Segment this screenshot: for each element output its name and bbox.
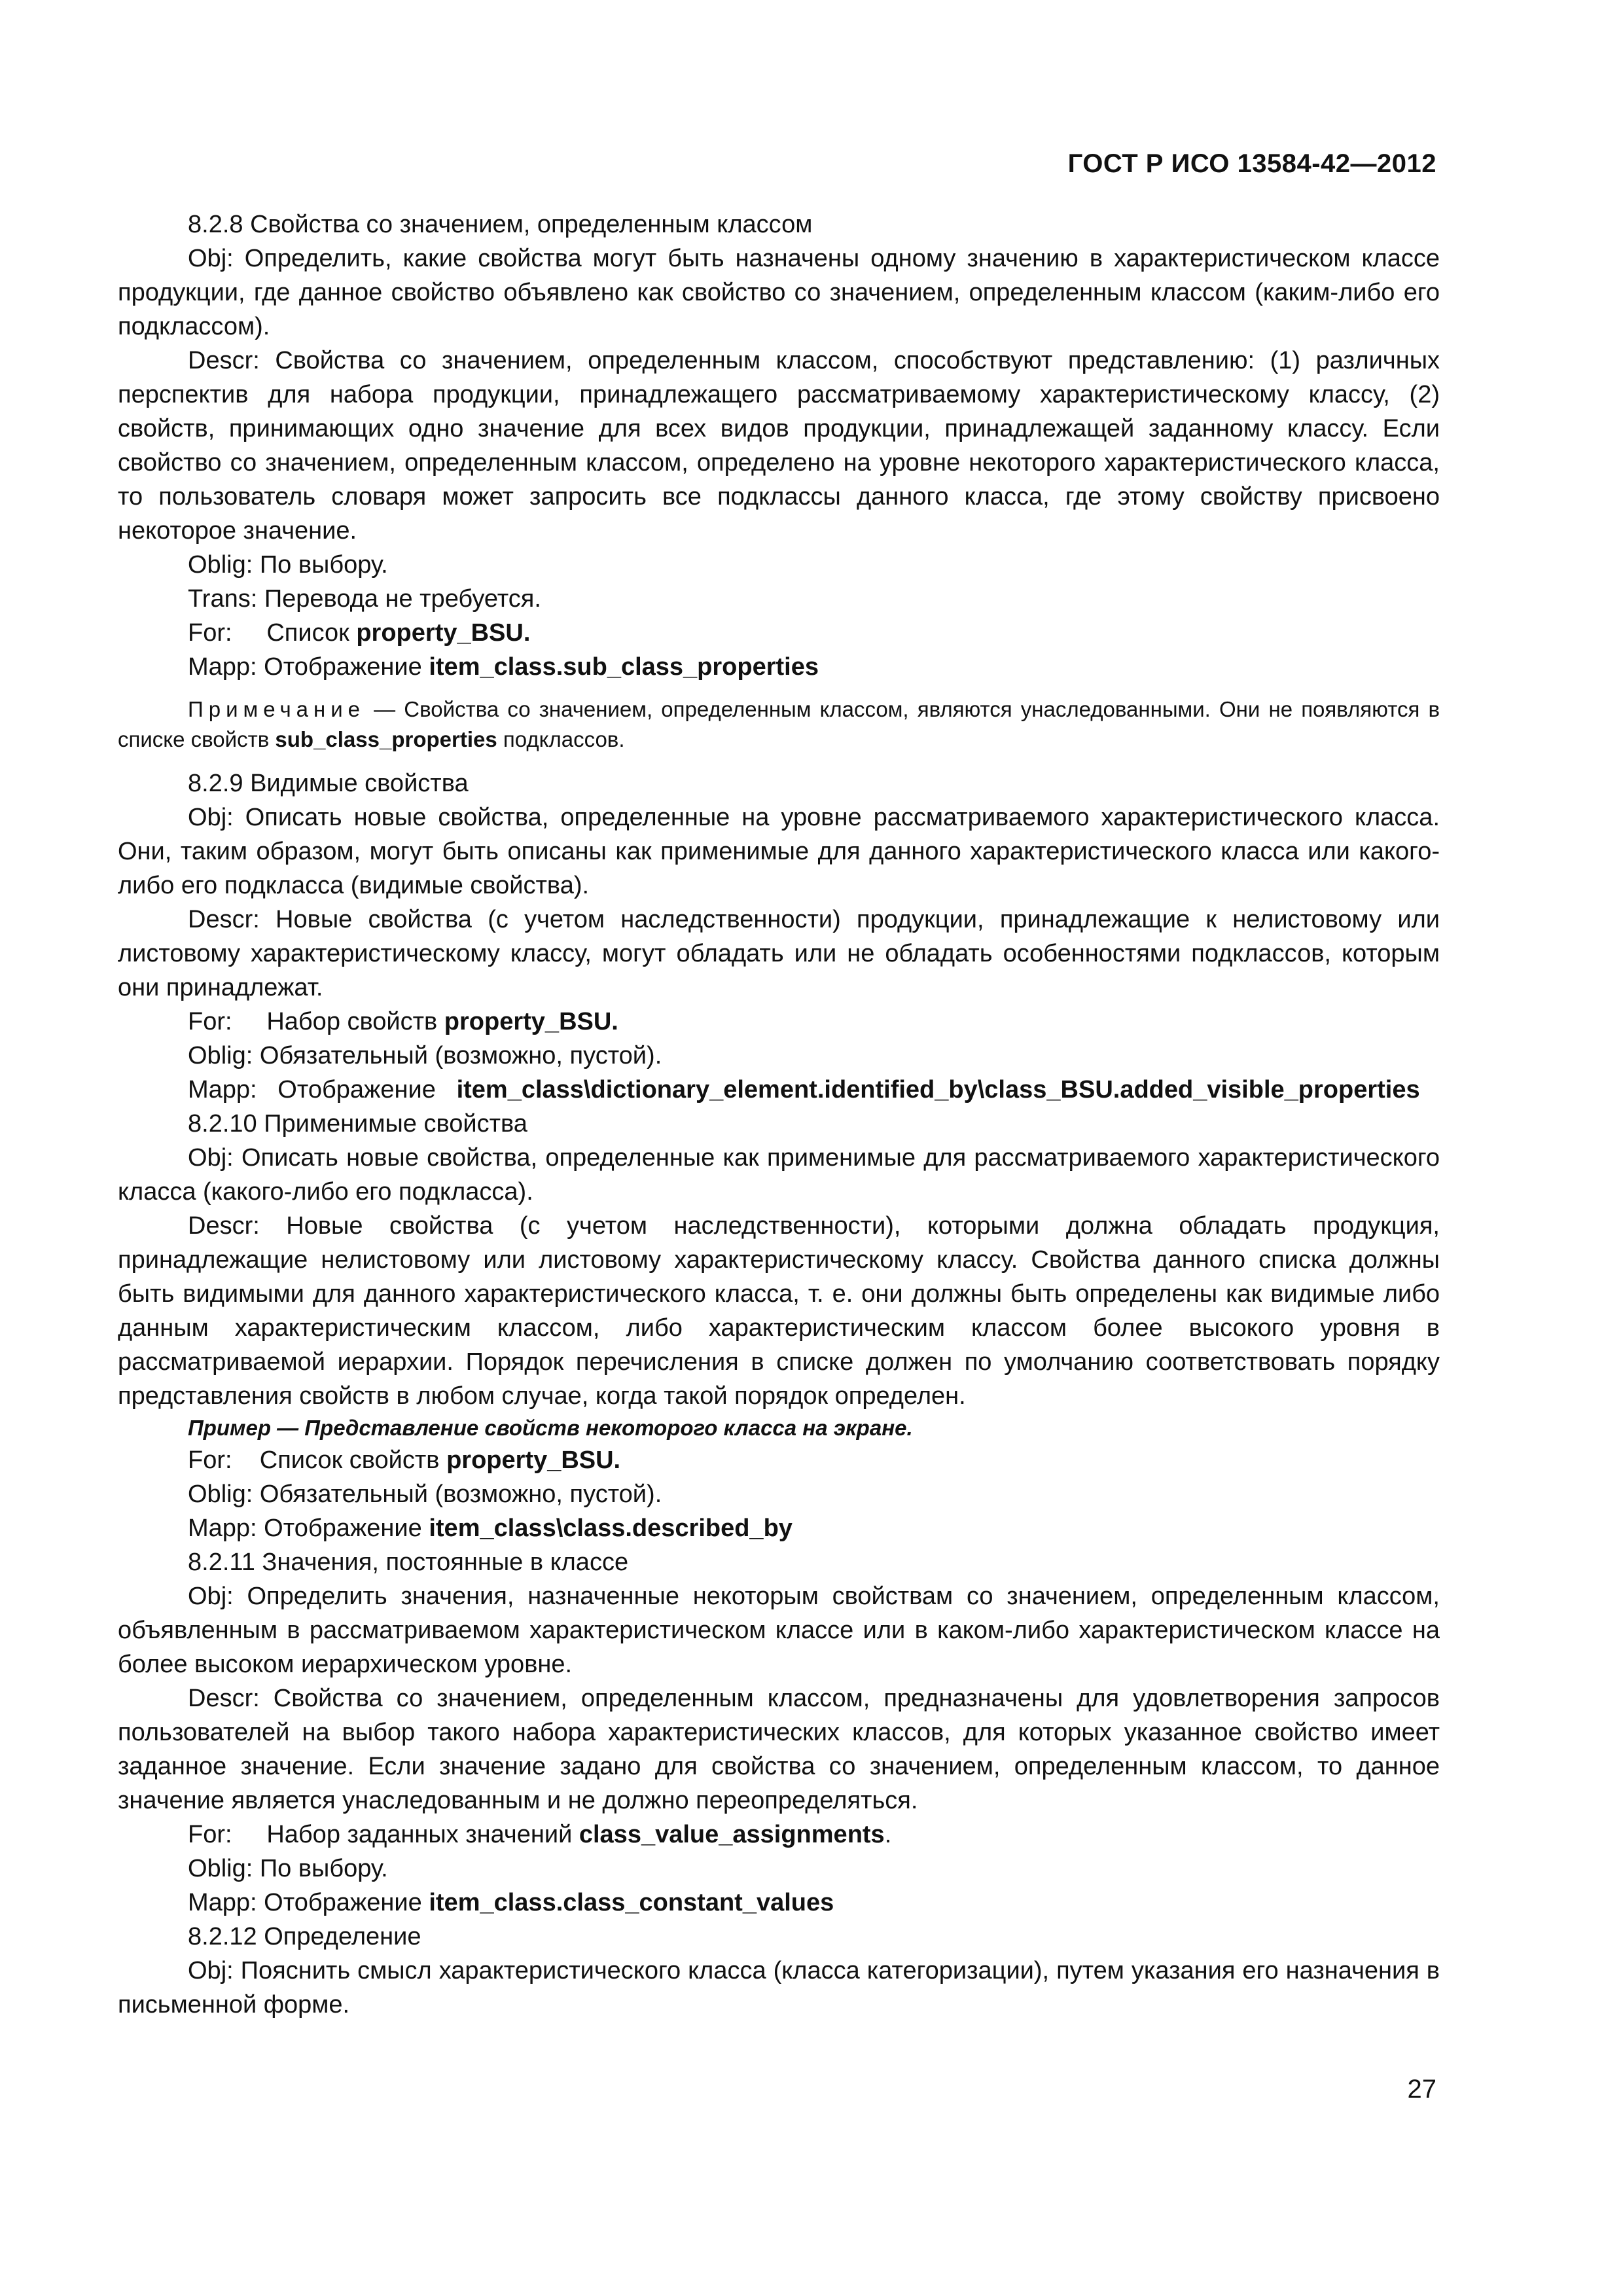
for-value: property_BSU.	[446, 1446, 621, 1474]
oblig-line: Oblig: Обязательный (возможно, пустой).	[188, 1042, 662, 1069]
obj-paragraph: Obj: Описать новые свойства, определенные на уровне рассматриваемого характеристического класса. Они, таким образом, могут быть описаны как применимые для данного характеристического класса или какого-либо его подкласса (видимые свойства).	[118, 804, 1440, 899]
section-heading-8-2-12: 8.2.12 Определение	[188, 1923, 421, 1950]
document-body	[118, 207, 1440, 2022]
for-line	[118, 1818, 1440, 1852]
section-heading-8-2-8: 8.2.8 Свойства со значением, определенным классом	[188, 211, 813, 238]
obj-paragraph: Obj: Описать новые свойства, определенные как применимые для рассматриваемого характеристического класса (какого-либо его подкласса).	[118, 1144, 1440, 1206]
mapp-label: Mapp: Отображение	[188, 653, 429, 681]
obj-paragraph: Obj: Определить, какие свойства могут быть назначены одному значению в характеристическом классе продукции, где данное свойство объявлено как свойство со значением, определенным классом (каким-либо его подклассом).	[118, 245, 1440, 340]
for-label: For: Набор свойств	[188, 1008, 444, 1035]
for-line	[118, 1443, 1440, 1477]
for-line	[118, 1005, 1440, 1039]
mapp-line	[118, 1511, 1440, 1545]
obj-paragraph: Obj: Пояснить смысл характеристического класса (класса категоризации), путем указания его назначения в письменной форме.	[118, 1957, 1440, 2018]
for-tail: .	[884, 1821, 892, 1848]
example-line: Пример — Представление свойств некоторого класса на экране.	[188, 1416, 913, 1440]
note-label: Примечание	[188, 697, 366, 721]
trans-line: Trans: Перевода не требуется.	[188, 585, 541, 613]
for-label: For: Набор заданных значений	[188, 1821, 579, 1848]
section-heading-8-2-9: 8.2.9 Видимые свойства	[188, 770, 469, 797]
mapp-label: Mapp: Отображение	[188, 1076, 457, 1103]
page-number: 27	[1407, 2075, 1436, 2104]
for-line	[118, 616, 1440, 650]
mapp-line	[118, 1073, 1440, 1107]
oblig-line: Oblig: По выбору.	[188, 1855, 388, 1882]
for-value: property_BSU.	[444, 1008, 618, 1035]
mapp-line	[118, 1886, 1440, 1920]
mapp-label: Mapp: Отображение	[188, 1889, 429, 1916]
for-value: class_value_assignments	[579, 1821, 885, 1848]
document-id-header: ГОСТ Р ИСО 13584-42—2012	[1067, 149, 1436, 178]
section-heading-8-2-10: 8.2.10 Применимые свойства	[188, 1110, 527, 1138]
descr-paragraph: Descr: Новые свойства (с учетом наследственности) продукции, принадлежащие к нелистовому или листовому характеристическому классу, могут обладать или не обладать особенностями подклассов, которым они принадлежат.	[118, 906, 1440, 1001]
mapp-value: item_class.class_constant_values	[429, 1889, 834, 1916]
mapp-line	[118, 650, 1440, 684]
mapp-value: item_class.sub_class_properties	[429, 653, 819, 681]
oblig-line: Oblig: По выбору.	[188, 551, 388, 579]
note-tail: подклассов.	[497, 727, 625, 751]
mapp-value: item_class\class.described_by	[429, 1515, 793, 1542]
for-value: property_BSU.	[356, 619, 531, 647]
note-bold-term: sub_class_properties	[275, 727, 497, 751]
section-heading-8-2-11: 8.2.11 Значения, постоянные в классе	[188, 1549, 629, 1576]
for-label: For: Список	[188, 619, 357, 647]
obj-paragraph: Obj: Определить значения, назначенные некоторым свойствам со значением, определенным классом, объявленным в рассматриваемом характеристическом классе или в каком-либо характеристическом классе на более высоком иерархическом уровне.	[118, 1583, 1440, 1678]
mapp-value: item_class\dictionary_element.identified_by\class_BSU.added_visible_properties	[456, 1076, 1420, 1103]
note-text: — Свойства со значением, определенным классом, являются унаследованными. Они не появляются в списке свойств	[118, 697, 1440, 751]
descr-paragraph: Descr: Свойства со значением, определенным классом, способствуют представлению: (1) различных перспектив для набора продукции, принадлежащего рассматриваемому характеристическому классу, (2) свойств, принимающих одно значение для всех видов продукции, принадлежащей заданному классу. Если свойство со значением, определенным классом, определено на уровне некоторого характеристического класса, то пользователь словаря может запросить все подклассы данного класса, где этому свойству присвоено некоторое значение.	[118, 347, 1440, 545]
for-label: For: Список свойств	[188, 1446, 447, 1474]
descr-paragraph: Descr: Новые свойства (с учетом наследственности), которыми должна обладать продукция, принадлежащие нелистовому или листовому характеристическому классу. Свойства данного списка должны быть видимыми для данного характеристического класса, т. е. они должны быть определены как видимые либо данным характеристическим классом, либо характеристическим классом более высокого уровня в рассматриваемой иерархии. Порядок перечисления в списке должен по умолчанию соответствовать порядку представления свойств в любом случае, когда такой порядок определен.	[118, 1212, 1440, 1410]
note-paragraph	[118, 694, 1440, 755]
oblig-line: Oblig: Обязательный (возможно, пустой).	[188, 1480, 662, 1508]
mapp-label: Mapp: Отображение	[188, 1515, 429, 1542]
descr-paragraph: Descr: Свойства со значением, определенным классом, предназначены для удовлетворения запросов пользователей на выбор такого набора характеристических классов, для которых указанное свойство имеет заданное значение. Если значение задано для свойства со значением, определенным классом, то данное значение является унаследованным и не должно переопределяться.	[118, 1685, 1440, 1814]
